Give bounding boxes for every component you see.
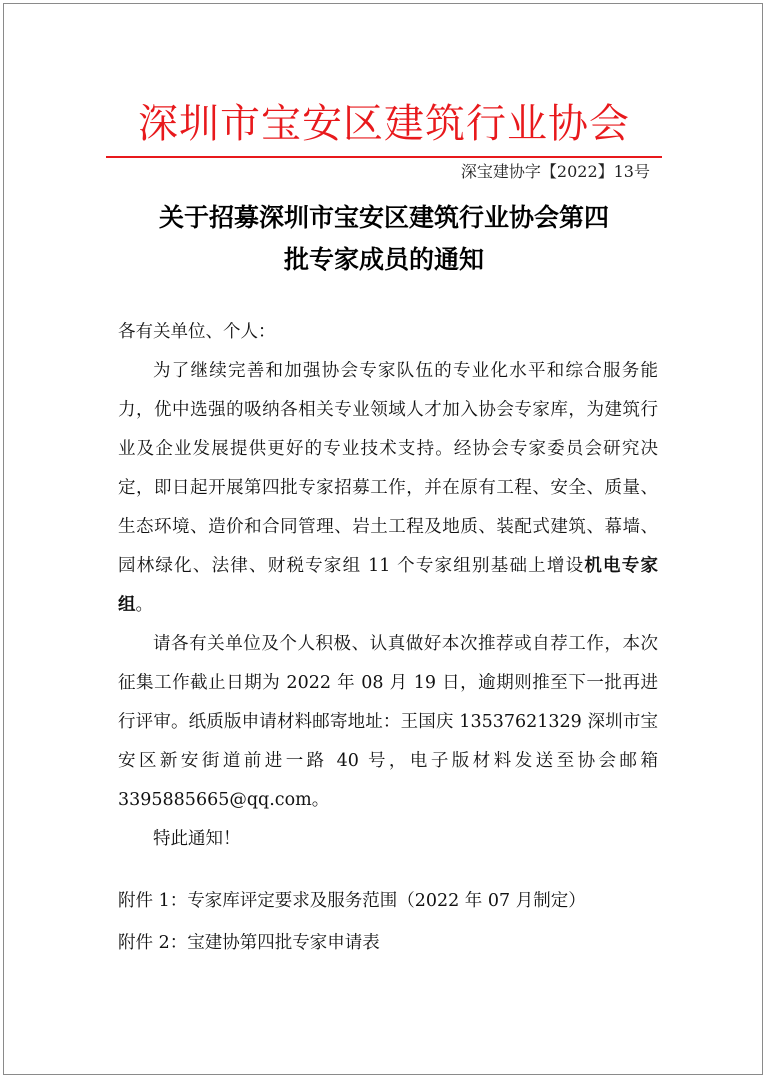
red-divider-line: [106, 156, 662, 158]
document-number: 深宝建协字【2022】13号: [460, 162, 650, 181]
notice-title-line-1: 关于招募深圳市宝安区建筑行业协会第四: [158, 203, 609, 232]
organization-title: 深圳市宝安区建筑行业协会: [138, 101, 630, 147]
paragraph-recruitment-text: 为了继续完善和加强协会专家队伍的专业化水平和综合服务能力，优中选强的吸纳各相关专业领域人才加入协会专家库，为建筑行业及企业发展提供更好的专业技术支持。经协会专家委员会研究决定，即日起开展第四批专家招募工作，并在原有工程、安全、质量、生态环境、造价和合同管理、岩土工程及地质、装配式建筑、幕墙、园林绿化、法律、财税专家组 11 个专家组别基础上增设: [118, 361, 658, 576]
highlight-new-group: 机电专家组: [118, 556, 658, 615]
notice-title-line-2: 批专家成员的通知: [283, 245, 484, 274]
attachment-item: 附件 1：专家库评定要求及服务范围（2022 年 07 月制定）: [118, 891, 586, 911]
salutation: 各有关单位、个人：: [118, 322, 276, 342]
paragraph-recruitment: [118, 352, 658, 625]
closing-line: 特此通知！: [153, 829, 241, 849]
paragraph-submission: 请各有关单位及个人积极、认真做好本次推荐或自荐工作，本次征集工作截止日期为 2022 年 08 月 19 日，逾期则推至下一批再进行评审。纸质版申请材料邮寄地址：王国庆 13537621329 深圳市宝安区新安街道前进一路 40 号，电子版材料发送至协会邮箱 3395885665@qq.com。: [118, 634, 658, 810]
notice-body: [118, 313, 658, 859]
attachments-list: [118, 880, 678, 964]
attachment-item: 附件 2：宝建协第四批专家申请表: [118, 933, 380, 953]
paragraph-recruitment-end: 。: [135, 595, 153, 615]
notice-title: [0, 197, 768, 281]
